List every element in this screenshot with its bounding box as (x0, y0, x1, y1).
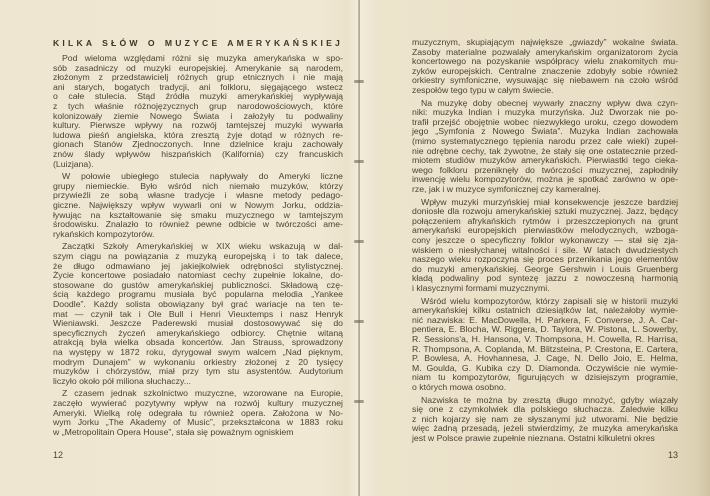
text-line: rykańskich kompozytorów. (53, 228, 155, 239)
text-line: szym ciągu na powiązania z muzyką europejską i to tak dalece, (53, 250, 343, 261)
text-line: połączeniem afrykańskich rytmów i przeszczepionych na grunt (412, 215, 678, 226)
text-line: ływując na kształtowanie się smaku muzycznego w tamtejszym (53, 209, 343, 220)
text-line: wiskiem o niesłychanej witalności i sile. W latach dwudziestych (412, 244, 678, 255)
text-line: R. Thompsona, A. Coplanda, M. Blitzsteina, P. Crestona, E. Cartera, (412, 343, 678, 354)
text-line: Wieniawski. Jeszcze Paderewski musiał dostosowywać się do (53, 318, 343, 329)
text-line: ludowa pieśń angielska, która zresztą żyje dotąd w różnych re- (53, 129, 343, 140)
text-line: zaczęło wywierać pozytywny wpływ na rozwój kultury muzycznej (53, 397, 343, 408)
text-line: jest w Polsce prawie zupełnie nieznana. Ostatni kilkuletni okres (412, 432, 655, 443)
binding-stitch (354, 80, 364, 83)
paragraph (53, 242, 343, 386)
paragraph (412, 38, 678, 96)
text-line: zespołów tego typu w całym świecie. (412, 84, 554, 95)
text-line: że długo odmawiano jej jakiejkolwiek odrębności stylistycznej. (53, 260, 343, 271)
text-line: Z czasem jednak szkolnictwo muzyczne, wzorowane na Europie, (62, 388, 343, 399)
text-line: doniosłe dla rozwoju amerykańskiej sztuki muzycznej. Jazz, będący (412, 206, 678, 217)
paragraph (412, 99, 678, 195)
text-line: wego folkloru przeniknęły do twórczości muzycznej, zapłodniły (412, 164, 678, 175)
text-line: grupy niemieckie. Było wśród nich niemało muzyków, którzy (53, 180, 343, 191)
text-line: kolonizowały ziemie Nowego Świata i założyły tu podwaliny (53, 110, 343, 121)
text-line: Życie koncertowe posiadało natomiast cechy zupełnie lokalne, do- (53, 270, 343, 281)
text-line: nić nazwiska: E. MacDowella, H. Parkera, F. Converse, J. A. Car- (412, 314, 678, 325)
text-line: jego „Symfonia z Nowego Świata”. Muzyka Indian zachowała (412, 126, 678, 137)
text-line: Wśród wielu kompozytorów, którzy zapisali się w historii muzyki (421, 295, 678, 306)
text-line: ścią każdego programu musiała być popularna melodia „Yankee (53, 289, 343, 300)
text-line: naszego wieku rozpoczyna się proces przenikania jego elementów (412, 254, 678, 265)
binding-stitch (354, 320, 364, 323)
page-number-right: 13 (668, 450, 679, 460)
text-line: rze, jak i w muzyce symfonicznej czy kameralnej. (412, 183, 601, 194)
chapter-title: KILKA SŁÓW O MUZYCE AMERYKAŃSKIEJ (53, 38, 343, 48)
text-line: i klasycznymi formami muzycznymi. (412, 282, 550, 293)
paragraph (412, 198, 678, 294)
text-line: muzyków i chórzystów, miał przy tym stu asystentów. Audytorium (53, 366, 343, 377)
text-line: W połowie ubiegłego stulecia napływały do Ameryki liczne (62, 171, 343, 182)
paragraph (53, 54, 343, 169)
text-line: giczne. Największy wpływ wywarli oni w Nowym Jorku, oddzia- (53, 199, 343, 210)
text-line: środowisku. Znalazło to również pewne odbicie w twórczości ame- (53, 219, 343, 230)
text-line: cony jeszcze o specyficzny folklor wykonawczy — stał się zja- (412, 234, 678, 245)
text-line: o których mowa osobno. (412, 381, 507, 392)
text-line: Wpływ muzyki murzyńskiej miał konsekwencje jeszcze bardziej (421, 196, 678, 207)
text-line: P. Bowlesa, A. Hovhannesa, J. Cage, N. Dello Joio, E. Helma, (412, 353, 678, 364)
text-line: z nich kojarzy się nam ze słyszanymi już utworami. Nie będzie (412, 413, 678, 424)
text-line: modrym Dunajem” w wykonaniu orkiestry złożonej z 20 tysięcy (53, 356, 343, 367)
book-spine (358, 0, 360, 496)
text-line: atrakcją była wielka obsada koncertów. Jan Strauss, sprowadzony (53, 337, 343, 348)
text-line: Pod wieloma względami różni się muzyka amerykańska w spo- (62, 53, 343, 63)
paragraph (53, 172, 343, 239)
text-line: Nazwiska te można by zresztą długo mnożyć, gdyby wiązały (421, 394, 678, 405)
binding-stitch (354, 400, 364, 403)
text-line: sób zasadniczy od muzyki europejskiej. Amerykanie są narodem, (53, 62, 343, 73)
text-line: koncertowego na pozyskanie współpracy wielu znakomitych mu- (412, 56, 678, 67)
text-line: niki: muzyka Indian i muzyka murzyńska. Już Dworzak nie po- (412, 107, 678, 118)
text-line: więc żadną przesadą, jeżeli stwierdzimy, że muzyka amerykańska (412, 423, 678, 434)
text-line: miotem studiów muzyków amerykańskich. Pierwiastki tego cieka- (412, 155, 678, 166)
text-line: pentiera, E. Blocha, W. Riggera, D. Taylora, W. Pistona, L. Sowerby, (412, 324, 678, 335)
text-line: ani starych, bogatych tradycji, ani folkloru, sięgającego wstecz (53, 81, 343, 92)
text-line: Zasoby materialne pozwalały amerykańskim organizatorom życia (412, 46, 678, 57)
text-line: do muzyki amerykańskiej. George Gershwin i Louis Gruenberg (412, 263, 678, 274)
text-line: gionach Stanów Zjednoczonych. Inne dzielnice kraju zachowały (53, 139, 343, 150)
text-line: trafił przejść obojętnie wobec niezwykłego uroku, czego dowodem (412, 116, 678, 127)
text-line: zyków europejskich. Centralne znaczenie zdobyły sobie również (412, 65, 678, 76)
paragraph (412, 396, 678, 444)
text-line: muzycznym, skupiającym największe „gwiazdy” wokalne świata. (412, 37, 678, 47)
binding-stitch (354, 160, 364, 163)
text-line: inwencję wielu kompozytorów, można je spotkać zarówno w ope- (412, 174, 678, 185)
page-number-left: 12 (53, 450, 64, 460)
text-line: amerykańskiej kilku ostatnich dziesiątków lat, należałoby wymie- (412, 305, 678, 316)
text-line: złożonym z przedstawicielj różnych grup etnicznych i nie mają (53, 72, 343, 83)
text-line: Zaczątki Szkoły Amerykańskiej w XIX wieku wskazują w dal- (62, 241, 343, 252)
text-line: R. Sessions'a, H. Hansona, V. Thompsona, H. Cowella, R. Harrisa, (412, 333, 678, 344)
text-line: specyficznych życzeń amerykańskiego odbiorcy. Chętnie witaną (53, 327, 343, 338)
text-line: Ameryki. Wielką rolę odegrała tu również opera. Założona w No- (53, 407, 343, 418)
binding-stitch (354, 240, 364, 243)
text-line: (Luizjana). (53, 158, 94, 169)
text-line: wym Jorku „The Akademy of Music”, przekształcona w 1883 roku (53, 417, 343, 428)
text-line: niam tu kompozytorów, figurujących w dzisiejszym programie, (412, 372, 678, 383)
text-line: Na muzykę doby obecnej wywarły znaczny wpływ dwa czyn- (421, 97, 678, 108)
paragraph (412, 297, 678, 393)
text-line: kultury. Pierwsze wpływy na rozwój tamtejszej muzyki wywarła (53, 120, 343, 131)
text-line: M. Goulda, G. Kubika czy D. Diamonda. Oczywiście nie wymie- (412, 362, 678, 373)
text-line: się one z czymkolwiek dla polskiego słuchacza. Zaledwie kilku (412, 404, 678, 415)
text-line: na występy w 1872 roku, dyrygował swym walcem „Nad pięknym, (53, 346, 343, 357)
text-line: przywieźli ze sobą własne tradycje i własne metody pedago- (53, 190, 343, 201)
text-line: amerykański europejskich pierwiastków melodycznych, wzboga- (412, 225, 678, 236)
text-line: w „Metropolitain Opera House”, stała się poważnym ogniskiem (53, 426, 294, 437)
text-line: stosowane do gustów amerykańskiej publiczności. Składową czę- (53, 279, 343, 290)
text-line: z tych właśnie różnojęzycznych grup narodowościowych, które (53, 100, 343, 111)
text-line: nie odrębne cechy, tak żywotne, że stały się one ostatecznie przed- (412, 145, 678, 156)
text-line: o całe stulecia. Stąd źródła muzyki amerykańskiej wypływają (53, 91, 343, 102)
text-line: kładą podwaliny pod syntezę jazzu z nowoczesną harmonią (412, 273, 678, 284)
text-line: liczyło około pół miliona słuchaczy... (53, 375, 191, 386)
text-line: orkiestry symfoniczne, wysuwając się niebawem na czoło wśród (412, 75, 678, 86)
paragraph (53, 389, 343, 437)
text-line: znów ślady wpływów hiszpańskich (Kalifornia) czy francuskich (53, 148, 343, 159)
text-line: Doodle”. Każdy solista obowiązany był grać wariacje na ten te- (53, 298, 343, 309)
text-line: (mimo systematycznego tępienia narodu przez całe wieki) zupeł- (412, 135, 678, 146)
text-line: mat — czynił tak i Ole Bull i Henri Vieuxtemps i nasz Henryk (53, 308, 343, 319)
